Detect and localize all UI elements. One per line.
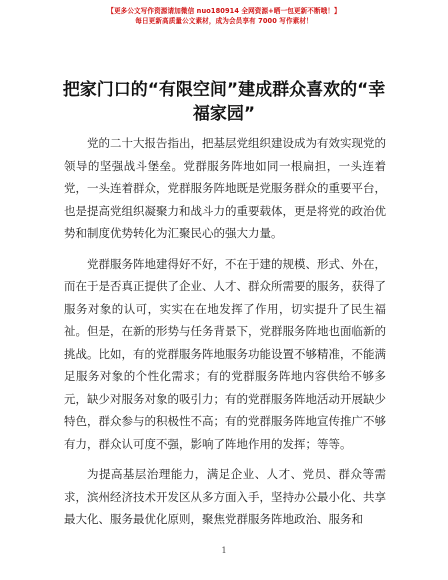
document-title: 把家门口的“有限空间”建成群众喜欢的“幸福家园”: [62, 80, 386, 124]
promo-banner-line-2: 每日更新高质量公文素材，成为会员享有 7000 写作素材！: [135, 17, 313, 25]
page-number: 1: [221, 546, 227, 555]
promo-banner: [0, 6, 448, 26]
paragraph: 党的二十大报告指出，把基层党组织建设成为有效实现党的领导的坚强战斗堡垒。党群服务阵地如同一根扁担，一头连着党，一头连着群众，党群服务阵地既是党服务群众的重要平台，也是提高党组织凝聚力和战斗力的重要载体，更是将党的政治优势和制度优势转化为汇聚民心的强大力量。: [64, 136, 386, 240]
paragraph: 党群服务阵地建得好不好，不在于建的规模、形式、外在，而在于是否真正提供了企业、人才、群众所需要的服务，获得了服务对象的认可，实实在在地发挥了作用，切实提升了民生福祉。但是，在新的形势与任务背景下，党群服务阵地也面临新的挑战。比如，有的党群服务阵地服务功能设置不够精准，不能满足服务对象的个性化需求；有的党群服务阵地内容供给不够多元，缺少对服务对象的吸引力；有的党群服务阵地活动开展缺少特色，群众参与的积极性不高；有的党群服务阵地宣传推广不够有力，群众认可度不强，影响了阵地作用的发挥；等等。: [64, 256, 386, 451]
paragraph: 为提高基层治理能力，满足企业、人才、党员、群众等需求，滨州经济技术开发区从多方面入手，坚持办公最小化、共享最大化、服务最优化原则，聚焦党群服务阵地政治、服务和: [64, 467, 386, 526]
promo-banner-line-1: 【更多公文写作资源请加微信 nuo180914 全网资源+晒一包更新不断哦！】: [107, 7, 341, 15]
document-body: [64, 132, 386, 539]
